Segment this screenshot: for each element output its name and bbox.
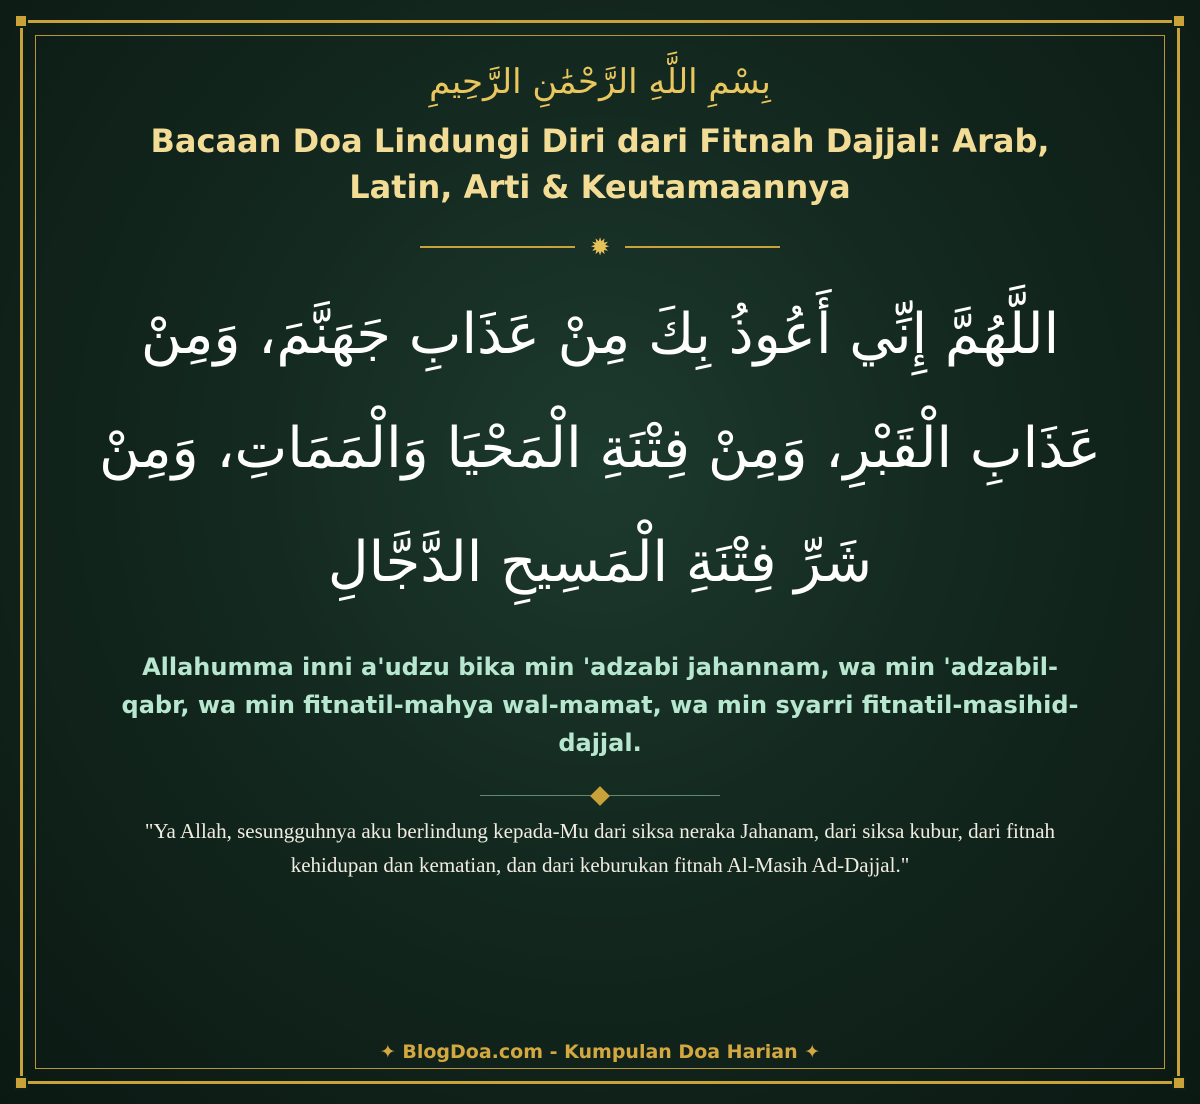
star-ornament-icon: ✹ — [589, 233, 611, 261]
corner-ornament-top-right — [1172, 14, 1186, 28]
top-divider — [420, 232, 780, 262]
page-title: Bacaan Doa Lindungi Diri dari Fitnah Dajjal: Arab, Latin, Arti & Keutamaannya — [150, 122, 1050, 206]
divider-line-left — [420, 246, 575, 248]
diamond-ornament-icon — [590, 786, 610, 806]
arabic-prayer-text: اللَّهُمَّ إِنِّي أَعُوذُ بِكَ مِنْ عَذَابِ جَهَنَّمَ، وَمِنْ عَذَابِ الْقَبْرِ، وَمِنْ فِتْنَةِ الْمَحْيَا وَالْمَمَاتِ، وَمِنْ شَرِّ فِتْنَةِ الْمَسِيحِ الدَّجَّالِ — [98, 302, 1101, 595]
divider-line-right — [625, 246, 780, 248]
footer-credit: ✦ BlogDoa.com - Kumpulan Doa Harian ✦ — [379, 1041, 821, 1063]
corner-ornament-top-left — [14, 14, 28, 28]
bottom-divider — [480, 786, 720, 806]
basmala: بِسْمِ اللَّهِ الرَّحْمَٰنِ الرَّحِيمِ — [429, 62, 771, 102]
latin-transliteration: Allahumma inni a'udzu bika min 'adzabi jahannam, wa min 'adzabil-qabr, wa min fitnatil-mahya wal-mamat, wa min syarri fitnatil-masihid-dajjal. — [121, 653, 1079, 757]
corner-ornament-bottom-left — [14, 1076, 28, 1090]
indonesian-translation: "Ya Allah, sesungguhnya aku berlindung kepada-Mu dari siksa neraka Jahanam, dari siksa kubur, dari fitnah kehidupan dan kematian, dan dari keburukan fitnah Al-Masih Ad-Dajjal." — [144, 819, 1056, 877]
corner-ornament-bottom-right — [1172, 1076, 1186, 1090]
